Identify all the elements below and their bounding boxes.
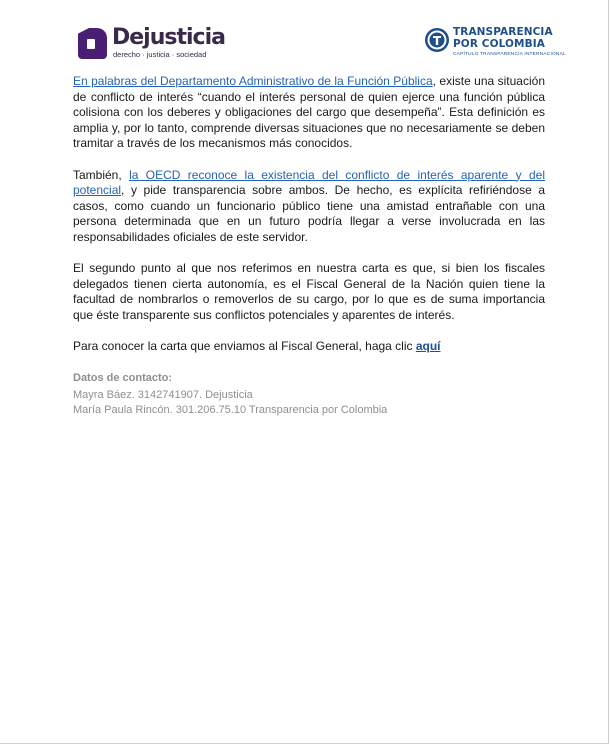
dejusticia-logo-tagline: derecho · justicia · sociedad xyxy=(113,50,207,59)
transparencia-logo[interactable] xyxy=(424,26,566,60)
transparencia-globe-icon xyxy=(424,27,450,53)
contact-heading: Datos de contacto: xyxy=(73,371,173,384)
letter-body xyxy=(73,74,545,418)
transparencia-logo-line2: POR COLOMBIA xyxy=(453,38,545,50)
paragraph-oecd xyxy=(73,168,545,246)
funcion-publica-link[interactable]: En palabras del Departamento Administrativo de la Función Pública xyxy=(73,74,433,88)
paragraph-fiscal-general: El segundo punto al que nos referimos en nuestra carta es que, si bien los fiscales delegados tienen cierta autonomía, es el Fiscal General de la Nación quien tiene la facultad de nombrarlos o removerlos de su cargo, por lo que es de suma importancia que éste transparente sus conflictos potenciales y aparentes de interés. xyxy=(73,261,545,322)
transparencia-logo-subtitle: CAPÍTULO TRANSPARENCIA INTERNACIONAL xyxy=(453,52,566,57)
paragraph-funcion-publica xyxy=(73,74,545,152)
oecd-link[interactable]: la OECD reconoce la existencia del conflicto de interés aparente y del potencial xyxy=(73,167,545,197)
paragraph-carta xyxy=(73,339,545,355)
paragraph-2-text: , y pide transparencia sobre ambos. De hecho, es explícita refiriéndose a casos, como cuando un funcionario público tiene una amistad entrañable con una persona determinada que en un futuro podría llegar a verse involucrada en las responsabilidades oficiales de este servidor. xyxy=(73,183,545,244)
dejusticia-logo[interactable] xyxy=(78,25,225,61)
paragraph-4-text: Para conocer la carta que enviamos al Fiscal General, haga clic xyxy=(73,339,416,353)
dejusticia-logo-name: Dejusticia xyxy=(112,25,225,50)
transparencia-logo-line1: TRANSPARENCIA xyxy=(453,26,553,38)
dejusticia-mark-icon xyxy=(78,28,107,59)
carta-aqui-link[interactable]: aquí xyxy=(415,339,441,353)
paragraph-2-lead: También, xyxy=(73,167,130,182)
contact-line: María Paula Rincón. 301.206.75.10 Transparencia por Colombia xyxy=(73,404,388,416)
contact-line: Mayra Báez. 3142741907. Dejusticia xyxy=(73,389,253,401)
paragraph-1-text: , existe una situación de conflicto de interés “cuando el interés personal de quien ejerce una función pública colisiona con los deberes y obligaciones del cargo que desempeña”. Esta definición es amplia y, por lo tanto, comprende diversas situaciones que no necesariamente se deben tramitar a través de los mecanismos más conocidos. xyxy=(73,74,545,150)
